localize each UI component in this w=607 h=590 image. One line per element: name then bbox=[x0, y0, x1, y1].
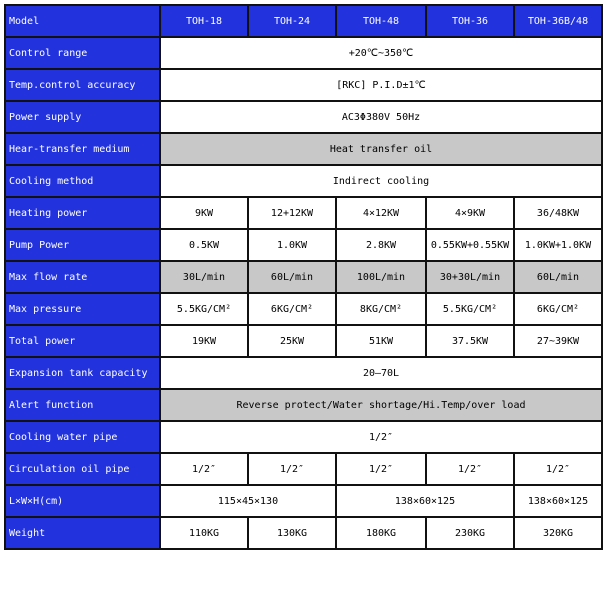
cell-value: 320KG bbox=[514, 517, 602, 549]
cell-value: 110KG bbox=[160, 517, 248, 549]
model-name: TOH-36B/48 bbox=[514, 5, 602, 37]
cell-value: 1/2″ bbox=[514, 453, 602, 485]
cell-value: 1/2″ bbox=[336, 453, 426, 485]
header-row bbox=[5, 5, 602, 37]
cell-value: 138×60×125 bbox=[514, 485, 602, 517]
row-label: Circulation oil pipe bbox=[5, 453, 160, 485]
row-label: Temp.control accuracy bbox=[5, 69, 160, 101]
table-row bbox=[5, 517, 602, 549]
cell-value: 9KW bbox=[160, 197, 248, 229]
cell-value: 1.0KW+1.0KW bbox=[514, 229, 602, 261]
cell-value: 138×60×125 bbox=[336, 485, 514, 517]
row-label: Pump Power bbox=[5, 229, 160, 261]
table-row bbox=[5, 69, 602, 101]
row-label: Max pressure bbox=[5, 293, 160, 325]
cell-value: 2.8KW bbox=[336, 229, 426, 261]
model-name: TOH-36 bbox=[426, 5, 514, 37]
cell-value: 30+30L/min bbox=[426, 261, 514, 293]
cell-value: 4×12KW bbox=[336, 197, 426, 229]
row-value: +20℃~350℃ bbox=[160, 37, 602, 69]
cell-value: 27~39KW bbox=[514, 325, 602, 357]
table-row bbox=[5, 101, 602, 133]
cell-value: 25KW bbox=[248, 325, 336, 357]
table-row bbox=[5, 421, 602, 453]
table-row bbox=[5, 357, 602, 389]
model-name: TOH-48 bbox=[336, 5, 426, 37]
cell-value: 1/2″ bbox=[248, 453, 336, 485]
cell-value: 230KG bbox=[426, 517, 514, 549]
row-label: Total power bbox=[5, 325, 160, 357]
cell-value: 130KG bbox=[248, 517, 336, 549]
cell-value: 37.5KW bbox=[426, 325, 514, 357]
cell-value: 6KG/CM² bbox=[514, 293, 602, 325]
row-label: Power supply bbox=[5, 101, 160, 133]
cell-value: 0.5KW bbox=[160, 229, 248, 261]
table-row bbox=[5, 453, 602, 485]
row-value: Reverse protect/Water shortage/Hi.Temp/over load bbox=[160, 389, 602, 421]
cell-value: 36/48KW bbox=[514, 197, 602, 229]
cell-value: 100L/min bbox=[336, 261, 426, 293]
cell-value: 5.5KG/CM² bbox=[160, 293, 248, 325]
cell-value: 60L/min bbox=[248, 261, 336, 293]
cell-value: 51KW bbox=[336, 325, 426, 357]
cell-value: 12+12KW bbox=[248, 197, 336, 229]
table-row bbox=[5, 389, 602, 421]
row-label: Expansion tank capacity bbox=[5, 357, 160, 389]
cell-value: 5.5KG/CM² bbox=[426, 293, 514, 325]
table-row bbox=[5, 133, 602, 165]
cell-value: 19KW bbox=[160, 325, 248, 357]
model-label: Model bbox=[5, 5, 160, 37]
row-label: Cooling water pipe bbox=[5, 421, 160, 453]
cell-value: 115×45×130 bbox=[160, 485, 336, 517]
cell-value: 180KG bbox=[336, 517, 426, 549]
table-row bbox=[5, 325, 602, 357]
row-value: AC3Φ380V 50Hz bbox=[160, 101, 602, 133]
cell-value: 8KG/CM² bbox=[336, 293, 426, 325]
cell-value: 4×9KW bbox=[426, 197, 514, 229]
table-row bbox=[5, 293, 602, 325]
model-name: TOH-18 bbox=[160, 5, 248, 37]
table-row bbox=[5, 197, 602, 229]
row-value: Indirect cooling bbox=[160, 165, 602, 197]
row-label: Weight bbox=[5, 517, 160, 549]
cell-value: 0.55KW+0.55KW bbox=[426, 229, 514, 261]
cell-value: 1/2″ bbox=[160, 453, 248, 485]
row-value: [RKC] P.I.D±1℃ bbox=[160, 69, 602, 101]
cell-value: 6KG/CM² bbox=[248, 293, 336, 325]
row-label: Control range bbox=[5, 37, 160, 69]
row-label: L×W×H(cm) bbox=[5, 485, 160, 517]
table-row bbox=[5, 261, 602, 293]
cell-value: 1.0KW bbox=[248, 229, 336, 261]
table-row bbox=[5, 485, 602, 517]
row-label: Cooling method bbox=[5, 165, 160, 197]
row-label: Heating power bbox=[5, 197, 160, 229]
row-label: Max flow rate bbox=[5, 261, 160, 293]
row-label: Alert function bbox=[5, 389, 160, 421]
row-value: 1/2″ bbox=[160, 421, 602, 453]
spec-table bbox=[4, 4, 603, 550]
row-value: Heat transfer oil bbox=[160, 133, 602, 165]
cell-value: 60L/min bbox=[514, 261, 602, 293]
model-name: TOH-24 bbox=[248, 5, 336, 37]
cell-value: 30L/min bbox=[160, 261, 248, 293]
table-row bbox=[5, 229, 602, 261]
row-value: 20—70L bbox=[160, 357, 602, 389]
table-row bbox=[5, 165, 602, 197]
cell-value: 1/2″ bbox=[426, 453, 514, 485]
row-label: Hear-transfer medium bbox=[5, 133, 160, 165]
table-row bbox=[5, 37, 602, 69]
